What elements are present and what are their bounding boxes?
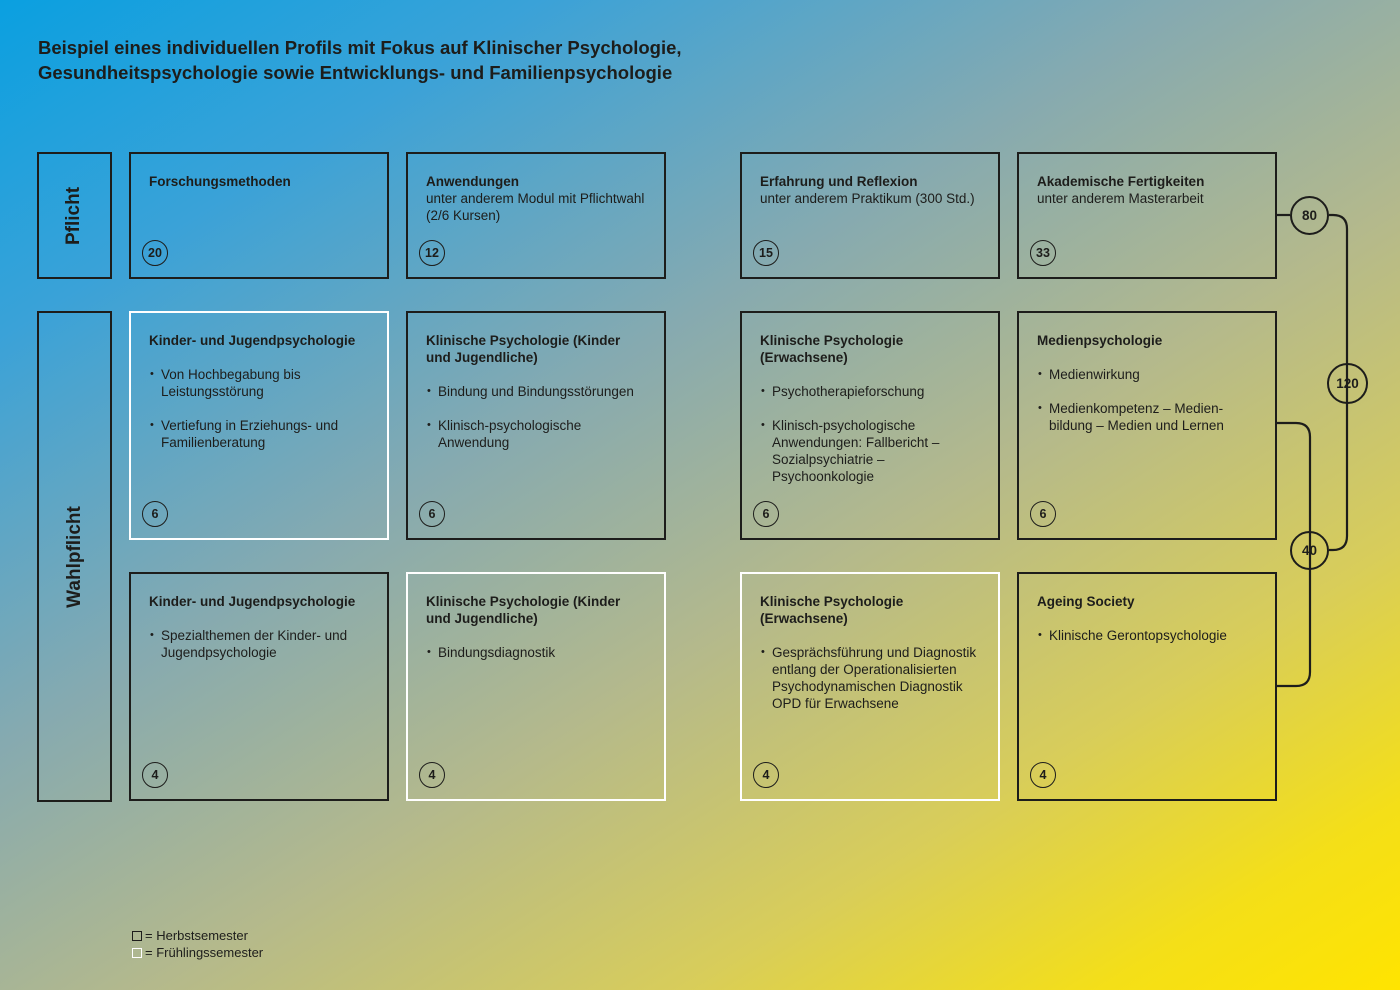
module-subtitle: unter anderem Modul mit Pflichtwahl (2/6 Kursen) xyxy=(426,191,645,223)
credit-badge: 20 xyxy=(142,240,168,266)
module-title: Kinder- und Jugendpsychologie xyxy=(149,594,356,609)
list-item: • Klinisch-psychologische Anwendung xyxy=(426,417,646,451)
module-title: Ageing Society xyxy=(1037,594,1135,609)
module-title: Erfahrung und Reflexion xyxy=(760,174,918,189)
page-title: Beispiel eines individuellen Profils mit Fokus auf Klinischer Psychologie, Gesundheitspsychologie sowie Entwicklungs- und Familienpsychologie xyxy=(38,37,682,83)
white-square-icon xyxy=(132,948,142,958)
module-title: Akademische Fertigkeiten xyxy=(1037,174,1205,189)
list-item: • Psychotherapieforschung xyxy=(760,383,980,400)
list-item: • Medienwirkung xyxy=(1037,366,1257,383)
list-item: • Vertiefung in Erziehungs- und Familienberatung xyxy=(149,417,369,451)
module-title: Forschungsmethoden xyxy=(149,174,291,189)
list-item: • Von Hochbegabung bis Leistungsstörung xyxy=(149,366,369,400)
dark-square-icon xyxy=(132,931,142,941)
credit-badge: 4 xyxy=(419,762,445,788)
module-title: Klinische Psychologie (Erwachsene) xyxy=(760,333,904,365)
module-title: Klinische Psychologie (Kinder und Jugendliche) xyxy=(426,594,621,626)
credit-badge: 4 xyxy=(753,762,779,788)
module-title: Anwendungen xyxy=(426,174,519,189)
module-subtitle: unter anderem Praktikum (300 Std.) xyxy=(760,191,975,206)
credit-badge: 6 xyxy=(419,501,445,527)
total-badge-wahlpflicht: 40 xyxy=(1290,531,1329,570)
legend-item-herbst xyxy=(132,927,263,944)
module-title: Medienpsychologie xyxy=(1037,333,1163,348)
legend-label-herbst: = Herbstsemester xyxy=(145,928,248,943)
total-badge-gesamt: 120 xyxy=(1327,363,1368,404)
total-badge-pflicht: 80 xyxy=(1290,196,1329,235)
legend-item-fruehling xyxy=(132,944,263,961)
module-title: Klinische Psychologie (Kinder und Jugendliche) xyxy=(426,333,621,365)
credit-badge: 33 xyxy=(1030,240,1056,266)
credit-badge: 4 xyxy=(142,762,168,788)
module-title: Klinische Psychologie (Erwachsene) xyxy=(760,594,904,626)
row-label-pflicht-text: Pflicht xyxy=(63,186,85,245)
credit-badge: 12 xyxy=(419,240,445,266)
credit-badge: 4 xyxy=(1030,762,1056,788)
module-subtitle: unter anderem Masterarbeit xyxy=(1037,191,1204,206)
legend xyxy=(132,927,263,961)
list-item: • Spezialthemen der Kinder- und Jugendpsychologie xyxy=(149,627,369,661)
credit-badge: 6 xyxy=(753,501,779,527)
list-item: • Bindung und Bindungsstörungen xyxy=(426,383,646,400)
credit-badge: 6 xyxy=(1030,501,1056,527)
credit-badge: 6 xyxy=(142,501,168,527)
list-item: • Gesprächsführung und Diagnostik entlang der Operationalisierten Psychodynamischen Diagnostik OPD für Erwachsene xyxy=(760,644,980,712)
list-item: • Klinische Gerontopsychologie xyxy=(1037,627,1257,644)
list-item: • Medienkompetenz – Medienbildung – Medien und Lernen xyxy=(1037,400,1257,434)
credit-badge: 15 xyxy=(753,240,779,266)
row-label-wahlpflicht-text: Wahlpflicht xyxy=(63,505,85,608)
list-item: • Bindungsdiagnostik xyxy=(426,644,646,661)
legend-label-fruehling: = Frühlingssemester xyxy=(145,945,264,960)
list-item: • Klinisch-psychologische Anwendungen: Fallbericht – Sozialpsychiatrie – Psychoonkologie xyxy=(760,417,980,485)
module-title: Kinder- und Jugendpsychologie xyxy=(149,333,356,348)
